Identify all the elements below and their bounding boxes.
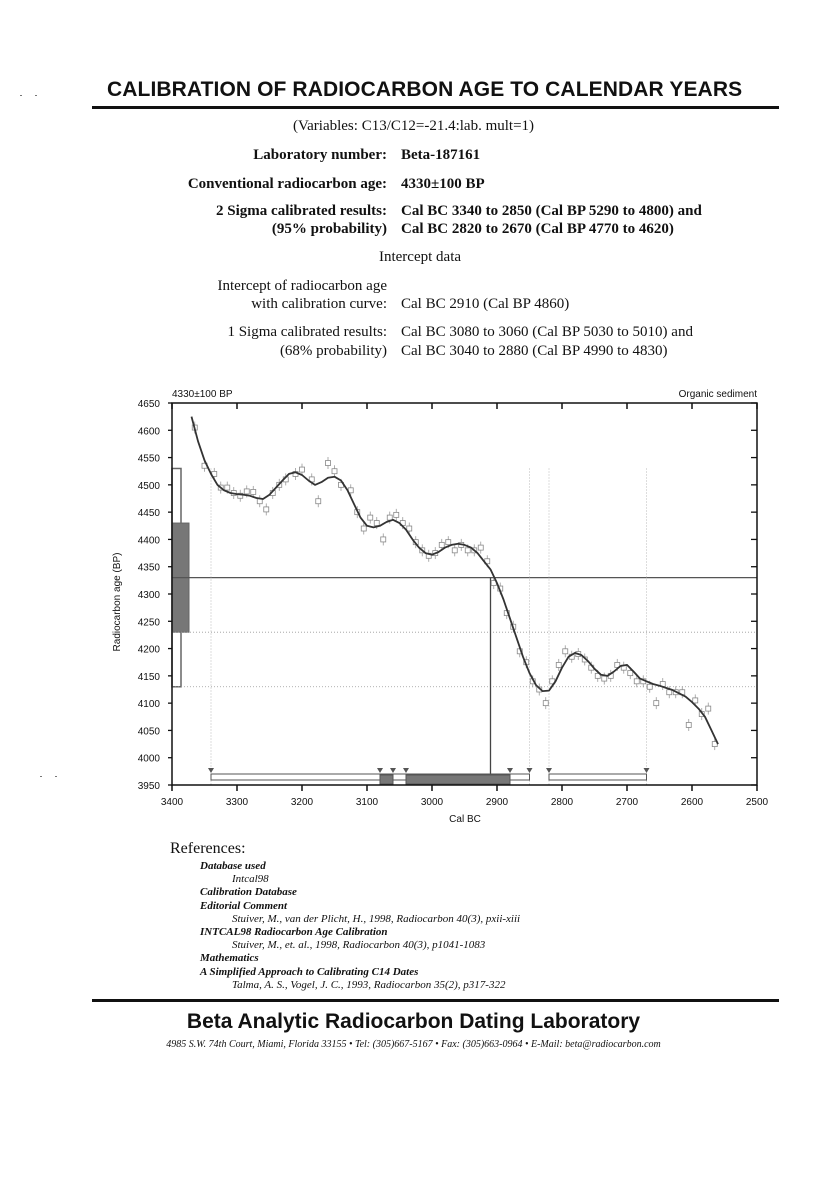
y-tick-label: 3950 (137, 781, 160, 792)
intercept-label-1: Intercept of radiocarbon age (217, 278, 387, 294)
data-point (628, 671, 633, 676)
data-point (326, 461, 331, 466)
data-point (647, 684, 652, 689)
data-point (452, 548, 457, 553)
y-tick-label: 4350 (137, 562, 160, 574)
data-point (300, 467, 305, 472)
data-point (706, 706, 711, 711)
y-tick-label: 4100 (137, 699, 160, 711)
data-point (543, 701, 548, 706)
y-tick-label: 4450 (137, 508, 160, 520)
y-axis-label: Radiocarbon age (BP) (112, 552, 123, 652)
variables-line: (Variables: C13/C12=-21.4:lab. mult=1) (292, 118, 535, 134)
sigma2-range-bar (549, 774, 647, 780)
intercept-label-2: with calibration curve: (251, 296, 387, 312)
conv-age: 4330±100 BP (401, 176, 485, 192)
y-tick-label: 4650 (137, 399, 160, 410)
data-point (316, 499, 321, 504)
sigma1-probability: (68% probability) (279, 343, 387, 359)
footer-rule (92, 999, 779, 1002)
conv-age-label: Conventional radiocarbon age: (187, 176, 387, 192)
sigma1-range-bar (380, 775, 393, 784)
data-point (478, 545, 483, 550)
range-marker (546, 768, 552, 773)
y-tick-label: 4400 (137, 535, 160, 547)
data-point (465, 548, 470, 553)
y-tick-label: 4550 (137, 453, 160, 465)
sigma1-result-2: Cal BC 3040 to 2880 (Cal BP 4990 to 4830) (401, 343, 668, 359)
range-marker (208, 768, 214, 773)
x-tick-label: 2600 (680, 797, 704, 808)
data-point (563, 649, 568, 654)
reference-line: Database used (200, 860, 266, 872)
data-point (251, 489, 256, 494)
range-marker (527, 768, 533, 773)
reference-line: Calibration Database (200, 886, 297, 899)
data-point (394, 512, 399, 517)
range-marker (644, 768, 650, 773)
reference-line: Talma, A. S., Vogel, J. C., 1993, Radiocarbon 35(2), p317-322 (232, 978, 506, 991)
y-tick-label: 4050 (137, 726, 160, 738)
sigma1-range-bar (406, 775, 510, 784)
sigma2-result-1: Cal BC 3340 to 2850 (Cal BP 5290 to 4800) and (401, 203, 702, 219)
data-point (667, 690, 672, 695)
y-tick-label: 4250 (137, 617, 160, 629)
x-axis-label: Cal BC (449, 814, 481, 825)
x-tick-label: 2700 (615, 797, 639, 808)
x-tick-label: 3200 (290, 797, 314, 808)
range-marker (390, 768, 396, 773)
data-point (374, 521, 379, 526)
reference-line: Stuiver, M., van der Plicht, H., 1998, Radiocarbon 40(3), pxii-xiii (232, 912, 521, 925)
reference-line: INTCAL98 Radiocarbon Age Calibration (200, 926, 388, 939)
x-tick-label: 3000 (420, 797, 444, 808)
lab-number: Beta-187161 (401, 147, 481, 163)
data-point (264, 507, 269, 512)
data-point (602, 676, 607, 681)
data-point (446, 540, 451, 545)
x-tick-label: 3400 (160, 797, 184, 808)
lab-address: 4985 S.W. 74th Court, Miami, Florida 33155 • Tel: (305)667-5167 • Fax: (305)663-0964 • E-Mail: beta@radiocarbon.com (166, 1039, 661, 1050)
chart-plot-area (138, 399, 769, 808)
range-marker (377, 768, 383, 773)
reference-line: A Simplified Approach to Calibrating C14 Dates (200, 965, 419, 978)
calibration-curve (192, 417, 719, 744)
sigma1-result-1: Cal BC 3080 to 3060 (Cal BP 5030 to 5010) and (401, 324, 693, 340)
reference-line: Intcal98 (232, 873, 269, 886)
chart-annotation-right: Organic sediment (678, 389, 757, 400)
x-tick-label: 2800 (550, 797, 574, 808)
x-tick-label: 2500 (745, 797, 769, 808)
chart-annotation-left: 4330±100 BP (172, 389, 233, 400)
sigma2-result-2: Cal BC 2820 to 2670 (Cal BP 4770 to 4620) (401, 221, 674, 237)
sigma2-label: 2 Sigma calibrated results: (216, 203, 387, 219)
intercept-heading: Intercept data (378, 249, 462, 265)
reference-line: Mathematics (200, 952, 259, 965)
x-tick-label: 3100 (355, 797, 379, 808)
data-point (439, 542, 444, 547)
data-point (361, 526, 366, 531)
data-point (693, 698, 698, 703)
y-tick-label: 4200 (137, 644, 160, 656)
reference-line: Stuiver, M., et. al., 1998, Radiocarbon 40(3), p1041-1083 (232, 939, 486, 952)
data-point (686, 722, 691, 727)
data-point (368, 515, 373, 520)
data-point (244, 489, 249, 494)
range-marker (507, 768, 513, 773)
data-point (634, 679, 639, 684)
reference-line: Editorial Comment (200, 899, 288, 912)
references-heading: References: (170, 840, 246, 857)
lab-name: Beta Analytic Radiocarbon Dating Laboratory (186, 1010, 641, 1033)
data-point (332, 469, 337, 474)
reference-list (170, 860, 520, 992)
sigma2-probability: (95% probability) (271, 221, 387, 237)
data-point (654, 701, 659, 706)
plot-frame (172, 403, 757, 785)
y-tick-label: 4000 (137, 753, 160, 765)
y-tick-label: 4150 (137, 671, 160, 683)
y-tick-label: 4600 (137, 426, 160, 438)
references (170, 840, 520, 992)
data-point (387, 515, 392, 520)
y-tick-label: 4500 (137, 480, 160, 492)
x-tick-label: 2900 (485, 797, 509, 808)
page-title: CALIBRATION OF RADIOCARBON AGE TO CALENDAR YEARS (107, 78, 743, 101)
intercept-value: Cal BC 2910 (Cal BP 4860) (401, 296, 570, 312)
range-marker (403, 768, 409, 773)
lab-number-label: Laboratory number: (253, 147, 387, 163)
x-tick-label: 3300 (225, 797, 249, 808)
data-point (225, 485, 230, 490)
data-point (556, 662, 561, 667)
y-tick-label: 4300 (137, 590, 160, 601)
sigma1-label: 1 Sigma calibrated results: (227, 324, 387, 340)
data-point (381, 537, 386, 542)
